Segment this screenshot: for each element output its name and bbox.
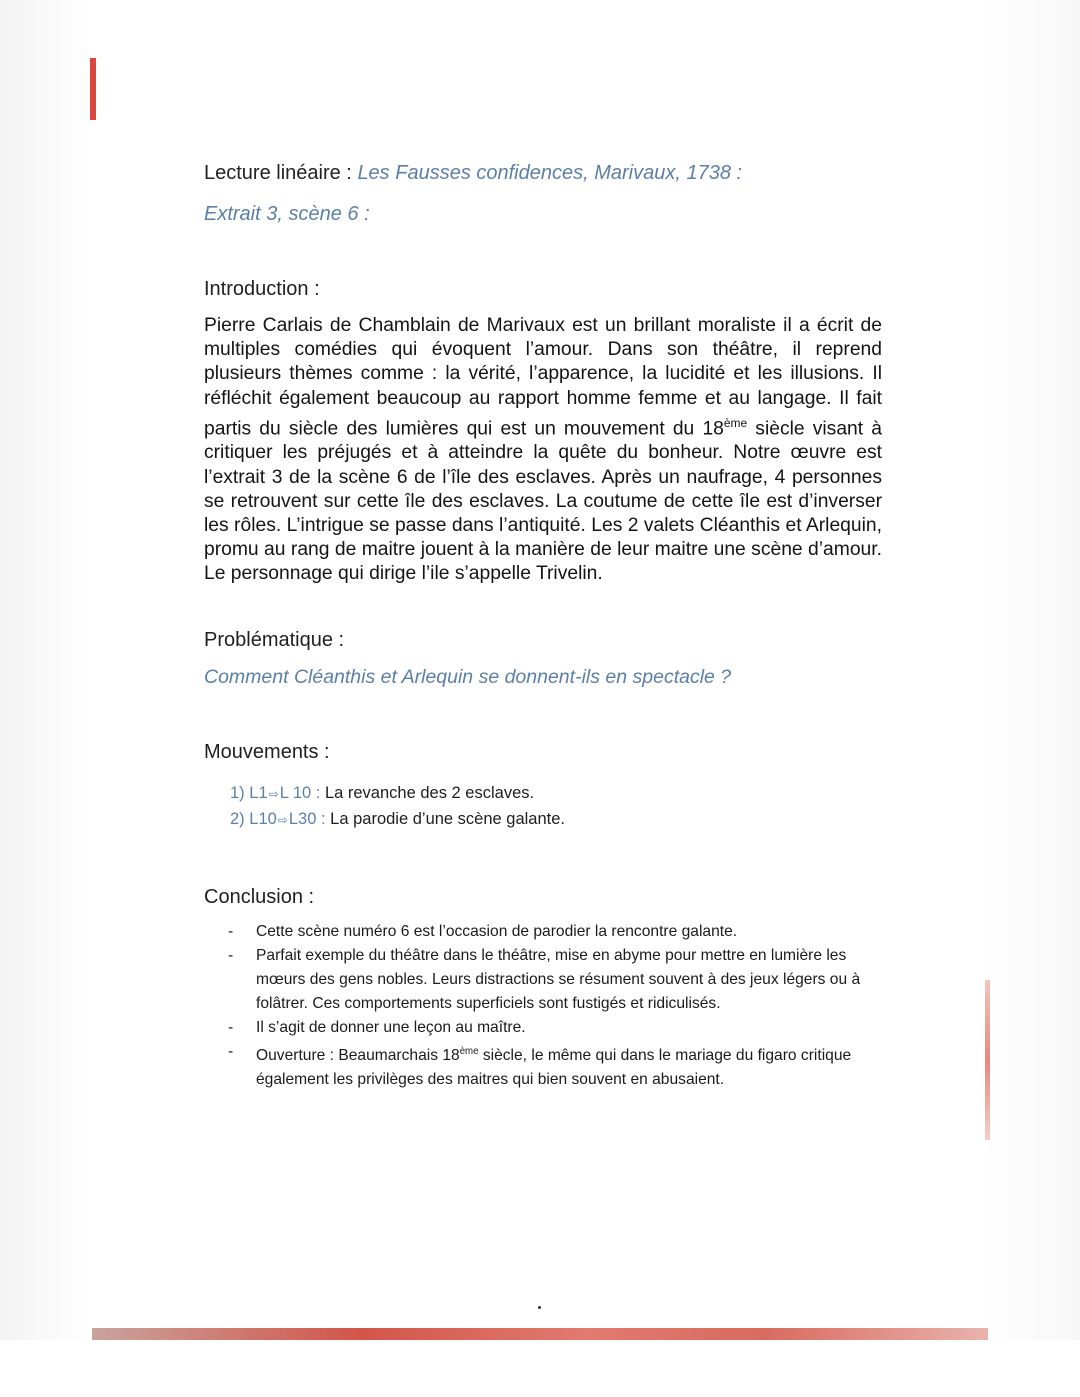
- red-edge-mark: [90, 58, 96, 120]
- paper-sheet: [96, 56, 988, 1328]
- intro-text-2: siècle visant à critiquer les préjugés et à atteindre la quête du bonheur. Notre œuvre est l’extrait 3 de la scène 6 de l’île des esclaves. Après un naufrage, 4 personnes se retrouvent sur cette île des esclaves. La coutume de cette île est d’inverser les rôles. L’intrigue se passe dans l’antiquité. Les 2 valets Cléanthis et Arlequin, promu au rang de maitre jouent à la manière de leur maitre une scène d’amour. Le personnage qui dirige l’ile s’appelle Trivelin.: [204, 418, 882, 585]
- list-item: [228, 944, 868, 1016]
- item-text: Il s’agit de donner une leçon au maître.: [256, 1019, 526, 1036]
- document-title: [204, 162, 742, 185]
- list-item: [228, 1016, 868, 1040]
- list-item: [230, 806, 565, 832]
- background-left-edge: [0, 0, 92, 1397]
- item-sup: ème: [459, 1046, 479, 1057]
- intro-century-sup: ème: [723, 415, 748, 430]
- introduction-paragraph: [204, 314, 882, 587]
- conclusion-heading: Conclusion :: [204, 886, 315, 908]
- background-bottom: [0, 1340, 1080, 1397]
- dash-bullet: -: [228, 1019, 234, 1036]
- dash-bullet: -: [228, 1043, 234, 1060]
- list-item: [230, 780, 565, 806]
- arrow-icon: ⇨: [268, 787, 279, 801]
- intro-century: 18: [702, 418, 724, 440]
- list-item: [228, 920, 868, 944]
- line-from: L10: [249, 810, 277, 828]
- introduction-heading: Introduction :: [204, 278, 320, 300]
- paper-speck: [538, 1306, 541, 1309]
- red-edge-mark-right: [985, 980, 990, 1140]
- mouvements-list: [230, 780, 565, 832]
- list-item: [228, 1040, 868, 1092]
- item-text-suffix: siècle, le même qui dans le mariage du figaro critique également les privilèges des maitres qui bien souvent en abusaient.: [256, 1047, 852, 1089]
- conclusion-list: [228, 920, 868, 1092]
- problematique-heading: Problématique :: [204, 629, 345, 651]
- item-text-prefix: Ouverture : Beaumarchais 18: [256, 1047, 460, 1065]
- background-right-edge: [985, 0, 1080, 1397]
- title-label: Lecture linéaire :: [204, 162, 352, 184]
- item-text: Cette scène numéro 6 est l’occasion de parodier la rencontre galante.: [256, 923, 738, 940]
- item-number: 2): [230, 810, 245, 828]
- bottom-red-band: [92, 1328, 988, 1340]
- extract-subtitle: Extrait 3, scène 6 :: [204, 203, 370, 225]
- line-to: L30 :: [288, 810, 326, 828]
- intro-text-1: Pierre Carlais de Chamblain de Marivaux est un brillant moraliste il a écrit de multiples comédies qui évoquent l’amour. Dans son théâtre, il reprend plusieurs thèmes comme : la vérité, l’apparence, la lucidité et les illusions. Il réfléchit également beaucoup au rapport homme femme et au langage. Il fait partis du siècle des lumières qui est un mouvement du: [204, 315, 882, 440]
- item-number: 1): [230, 784, 245, 802]
- dash-bullet: -: [228, 923, 234, 940]
- dash-bullet: -: [228, 947, 234, 964]
- line-to: L 10 :: [279, 784, 321, 802]
- title-work: Les Fausses confidences, Marivaux, 1738 :: [357, 162, 743, 184]
- line-from: L1: [249, 784, 268, 802]
- problematique-question: Comment Cléanthis et Arlequin se donnent-ils en spectacle ?: [204, 666, 732, 688]
- arrow-icon: ⇨: [277, 813, 288, 827]
- item-text: La revanche des 2 esclaves.: [324, 784, 535, 802]
- item-text: La parodie d’une scène galante.: [330, 810, 566, 828]
- mouvements-heading: Mouvements :: [204, 741, 330, 763]
- item-text: Parfait exemple du théâtre dans le théâtre, mise en abyme pour mettre en lumière les mœurs des gens nobles. Leurs distractions se résument souvent à des jeux légers ou à folâtrer. Ces comportements superficiels sont fustigés et ridiculisés.: [256, 947, 861, 1012]
